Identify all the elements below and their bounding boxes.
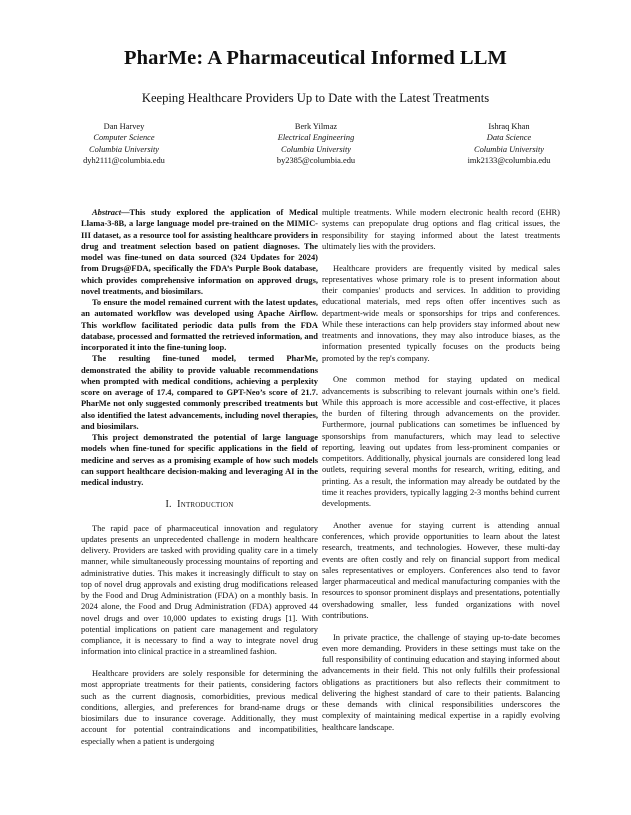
author-block bbox=[24, 121, 224, 166]
abstract bbox=[81, 207, 318, 488]
author-block bbox=[216, 121, 416, 166]
author-university: Columbia University bbox=[473, 144, 545, 154]
author-email: by2385@columbia.edu bbox=[276, 155, 356, 165]
body-paragraph: multiple treatments. While modern electronic health record (EHR) systems can prepopulate drug options and flag critical issues, the responsibility for staying informed about the latest treatments ultimately lies with the providers. bbox=[322, 207, 560, 251]
abstract-paragraph bbox=[81, 207, 318, 297]
author-department: Electrical Engineering bbox=[277, 133, 355, 143]
author-email: imk2133@columbia.edu bbox=[467, 155, 551, 165]
author-department: Computer Science bbox=[93, 133, 155, 143]
body-paragraph: Another avenue for staying current is attending annual conferences, which provide opportunities to learn about the latest research, treatments, and technologies. However, these multi-day events are often costly and rely on financial support from medical sales representatives or employers. Conferences also tend to favor larger pharmaceutical and medical manufacturing companies with the resources to sponsor prominent displays and presentations, potentially overshadowing smaller, less funded organizations with novel contributions. bbox=[322, 519, 560, 620]
author-name: Dan Harvey bbox=[103, 122, 145, 131]
body-paragraph: Healthcare providers are frequently visited by medical sales representatives whose primary role is to present information about their companies' products and services. In addition to providing educational materials, med reps often offer incentives such as department-wide meals or sponsorships for trips and conferences. While these interactions can help providers stay informed about new treatments and innovations, they may also introduce biases, as the information presented typically focuses on the products being promoted by the rep's company. bbox=[322, 262, 560, 363]
body-paragraph: In private practice, the challenge of staying up-to-date becomes even more demanding. Providers in these settings must take on the full responsibility of continuing education and staying informed about advancements in their field. This not only fulfills their professional obligations as practitioners but also reflects their commitment to delivering the highest standard of care to their patients. Balancing these demands with clinical responsibilities underscores the complexity of maintaining medical expertise in a rapidly evolving healthcare landscape. bbox=[322, 631, 560, 732]
left-column bbox=[81, 207, 318, 747]
author-university: Columbia University bbox=[88, 144, 160, 154]
body-paragraph: The rapid pace of pharmaceutical innovation and regulatory updates presents an unprecedented challenge in modern healthcare delivery. Providers are tasked with providing quality care in a timely manner, while simultaneously processing mountains of reporting and administrative duties. This makes it increasingly difficult to stay on top of novel drug approvals and existing drug modifications released by the Food and Drug Administration (FDA) on a monthly basis. In 2024 alone, the Food and Drug Administration (FDA) approved 44 novel drugs and over 10,000 updates to existing drugs [1]. With potential implications on patient care management and regulatory compliance, it is necessary to find a way to integrate novel drug information into clinical practice in a streamlined fashion. bbox=[81, 522, 318, 657]
author-name: Ishraq Khan bbox=[488, 122, 530, 131]
abstract-paragraph: The resulting fine-tuned model, termed PharMe, demonstrated the ability to provide valuable recommendations when prompted with medical conditions, achieving a perplexity score on average of 17.4, compared to GPT-Neo’s score of 21.7. PharMe not only suggested commonly prescribed treatments but also identified the latest advancements, including novel therapies, and biosimilars. bbox=[81, 353, 318, 431]
abstract-label: Abstract bbox=[92, 207, 122, 217]
author-name: Berk Yilmaz bbox=[294, 122, 338, 131]
abstract-paragraph: This project demonstrated the potential of large language models when fine-tuned for specific applications in the field of medicine and serves as a promising example of how such models can support healthcare decision-making and leveraging AI in the medical industry. bbox=[81, 432, 318, 487]
section-title: Introduction bbox=[177, 499, 234, 511]
section-heading bbox=[81, 499, 318, 510]
body-paragraph: One common method for staying updated on medical advancements is subscribing to relevant journals within one’s field. While this approach is more accessible and cost-effective, it places the burden of filtering through advancements on the provider. Furthermore, journal publications can sometimes be influenced by sponsorships from manufacturers, which may lead to selective reporting, leaving out updates from less-prominent companies or competitors. Additionally, physical journals are considered long lead outlets, requiring several months for research, writing, editing, and printing. As a result, the information may already be outdated by the time it reaches providers, typically lagging 2-3 months behind current developments. bbox=[322, 374, 560, 508]
author-block bbox=[409, 121, 609, 166]
abstract-paragraph: To ensure the model remained current with the latest updates, an automated workflow was developed using Apache Airflow. This workflow facilitated periodic data pulls from the FDA database, processed and formatted the retrieved information, and incorporated it into the fine-tuning loop. bbox=[81, 297, 318, 352]
author-department: Data Science bbox=[486, 133, 532, 143]
right-column bbox=[322, 207, 560, 733]
author-university: Columbia University bbox=[280, 144, 352, 154]
paper-title: PharMe: A Pharmaceutical Informed LLM bbox=[124, 47, 507, 69]
author-email: dyh2111@columbia.edu bbox=[83, 155, 165, 165]
abstract-text: —This study explored the application of Medical Llama-3-8B, a large language model pre-trained on the MIMIC-III dataset, as a resource tool for assisting healthcare providers in drug and treatment selection based on patient diagnoses. The model was fine-tuned on data sourced (324 Updates for 2024) from Drugs@FDA, specifically the FDA’s Purple Book database, which provides comprehensive information on approved drugs, novel treatments, and biosimilars. bbox=[81, 207, 318, 296]
paper-subtitle: Keeping Healthcare Providers Up to Date with the Latest Treatments bbox=[141, 91, 490, 105]
body-paragraph: Healthcare providers are solely responsible for determining the most appropriate treatments for their patients, considering factors such as the current diagnosis, comorbidities, previous medical conditions, allergies, and preferences for brand-name drugs or biosimilars due to insurance coverage. Additionally, they must account for potential contraindications and incompatibilities, especially when a patient is undergoing bbox=[81, 668, 318, 746]
section-number: I. bbox=[165, 499, 172, 511]
